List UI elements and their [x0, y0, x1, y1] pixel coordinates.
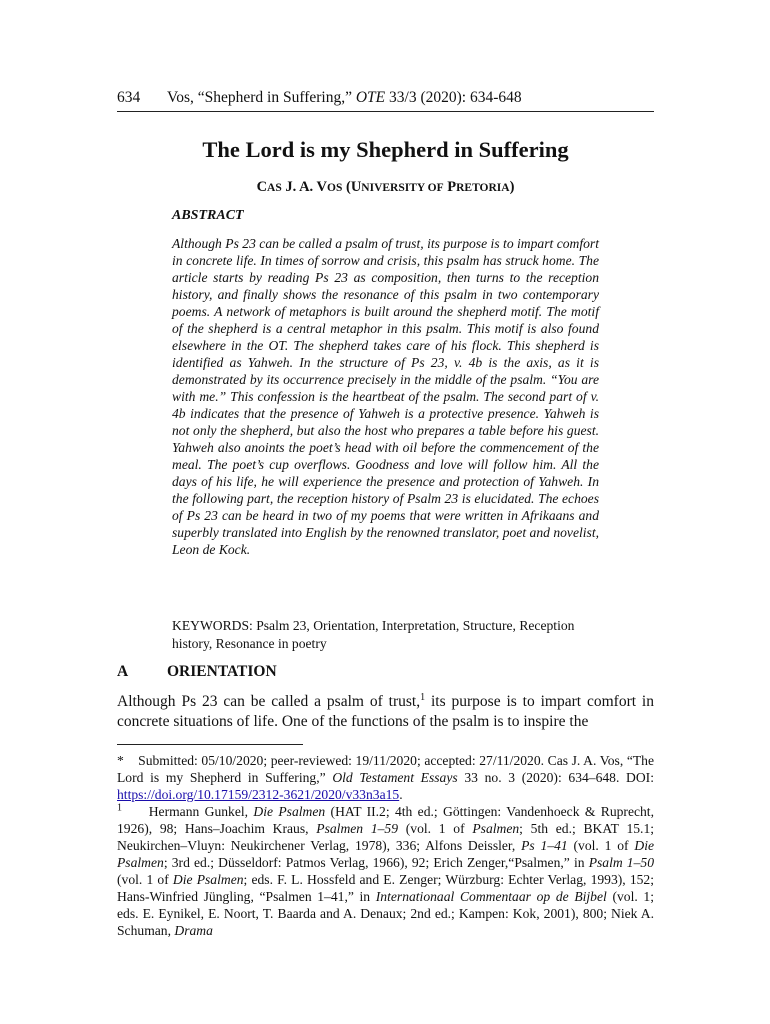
footnote-rule — [117, 744, 303, 745]
keywords: KEYWORDS: Psalm 23, Orientation, Interpretation, Structure, Reception history, Resonance in poetry — [172, 618, 575, 651]
footnotes — [117, 752, 654, 939]
abstract-text: Although Ps 23 can be called a psalm of trust, its purpose is to impart comfort in concrete life. In times of sorrow and crisis, this psalm has struck home. The article starts by reading Ps 23 as composition, then turns to the reception history, and finally shows the resonance of this psalm in two contemporary poems. A network of metaphors is built around the shepherd motif. The motif of the shepherd is a central metaphor in this psalm. This motif is also found elsewhere in the OT. The shepherd takes care of his flock. This shepherd is identified as Yahweh. In the structure of Ps 23, v. 4b is the axis, as it is demonstrated by its occurrence precisely in the middle of the psalm. “You are with me.” This confession is the heartbeat of the psalm. The second part of v. 4b indicates that the presence of Yahweh is a protective presence. Yahweh is not only the shepherd, but also the host who prepares a table before his guest. Yahweh also anoints the poet’s head with oil before the commencement of the meal. The poet’s cup overflows. Goodness and love will follow him. All the days of his life, he will experience the presence and protection of Yahweh. In the following part, the reception history of Psalm 23 is elucidated. The echoes of Ps 23 can be heard in two of my poems that were written in Afrikaans and superbly translated into English by the renowned translator, poet and novelist, Leon de Kock. — [172, 236, 599, 557]
running-header — [117, 88, 654, 108]
section-letter: A — [117, 663, 129, 680]
body-paragraph: Although Ps 23 can be called a psalm of trust,$^1$ its purpose is to impart comfort in concrete situations of life. One of the functions of the psalm is to inspire the — [117, 691, 654, 730]
footnote-star: * Submitted: 05/10/2020; peer-reviewed: 19/11/2020; accepted: 27/11/2020. Cas J. A. Vos, “The Lord is my Shepherd in Suffering,” Old Testament Essays 33 no. 3 (2020): 634–648. DOI: https://doi.org/10.17159/2312-3621/2020/v33n3a15. — [117, 753, 654, 802]
footnote-ref-1[interactable]: 1 — [420, 691, 426, 703]
section-heading — [117, 662, 277, 682]
page-number: 634 — [117, 89, 141, 106]
running-head-text: Vos, “Shepherd in Suffering,” OTE 33/3 (2020): 634-648 — [167, 89, 522, 106]
footnote-1: $^1$ Hermann Gunkel, Die Psalmen (HAT II.2; 4th ed.; Göttingen: Vandenhoeck & Ruprecht, 1926), 98; Hans–Joachim Kraus, Psalmen 1–59 (vol. 1 of Psalmen; 5th ed.; BKAT 15.1; Neukirchen–Vluyn: Neukirchener Verlag, 1978), 336; Alfons Deissler, Ps 1–41 (vol. 1 of Die Psalmen; 3rd ed.; Düsseldorf: Patmos Verlag, 1966), 92; Erich Zenger,“Psalmen,” in Psalm 1–50 (vol. 1 of Die Psalmen; eds. F. L. Hossfeld and E. Zenger; Würzburg: Echter Verlag, 1993), 152; Hans-Winfried Jüngling, “Psalmen 1–41,” in Internationaal Commentaar op de Bijbel (vol. 1; eds. E. Eynikel, E. Noort, T. Baarda and A. Denaux; 2nd ed.; Kampen: Kok, 2001), 800; Niek A. Schuman, Drama — [117, 802, 655, 938]
abstract-heading: ABSTRACT — [172, 208, 244, 223]
section-title: ORIENTATION — [167, 663, 277, 680]
author-line: CAS J. A. VOS (UNIVERSITY OF PRETORIA) — [256, 179, 515, 195]
article-title: The Lord is my Shepherd in Suffering — [202, 137, 569, 162]
doi-link[interactable]: https://doi.org/10.17159/2312-3621/2020/v33n3a15 — [117, 787, 400, 802]
header-rule — [117, 111, 654, 112]
